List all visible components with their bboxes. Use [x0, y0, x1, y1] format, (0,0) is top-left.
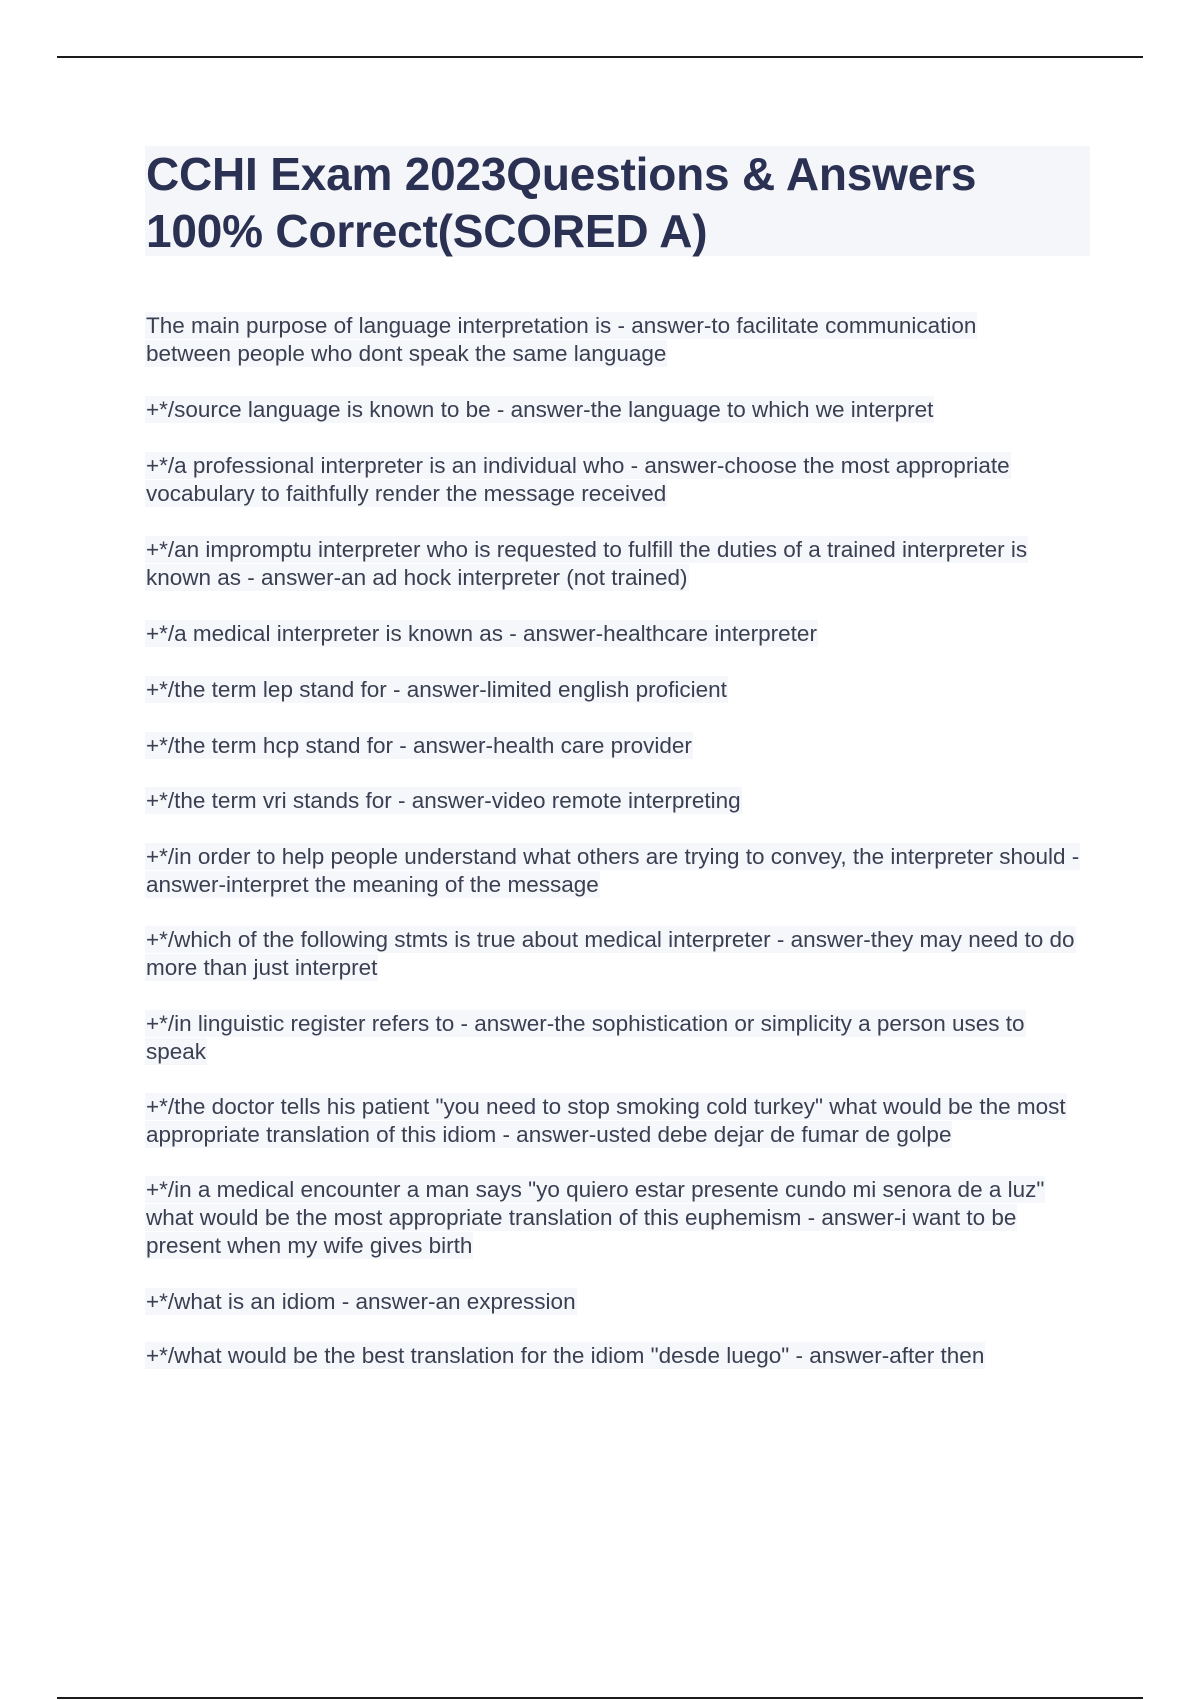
qa-item: [145, 1288, 1090, 1316]
qa-text: +*/the term hcp stand for - answer-health care provider: [146, 733, 692, 758]
qa-item: [145, 787, 1090, 815]
qa-item: [145, 452, 1090, 508]
top-rule: [57, 56, 1143, 58]
qa-item: [145, 396, 1090, 424]
qa-item: [145, 676, 1090, 704]
qa-text: +*/a medical interpreter is known as - answer-healthcare interpreter: [146, 621, 817, 646]
qa-item: [145, 926, 1090, 982]
qa-item: [145, 1176, 1090, 1260]
document-title: CCHI Exam 2023Questions & Answers 100% Correct(SCORED A): [146, 148, 977, 257]
qa-item: [145, 536, 1085, 592]
qa-item: [145, 1093, 1090, 1149]
qa-text: +*/the doctor tells his patient "you need to stop smoking cold turkey" what would be the most appropriate translation of this idiom - answer-usted debe dejar de fumar de golpe: [146, 1094, 1066, 1147]
qa-item: [145, 1342, 1090, 1370]
qa-text: +*/an impromptu interpreter who is requested to fulfill the duties of a trained interpreter is known as - answer-an ad hock interpreter (not trained): [146, 537, 1028, 590]
qa-text: +*/which of the following stmts is true about medical interpreter - answer-they may need to do more than just interpret: [146, 927, 1075, 980]
qa-text: +*/the term vri stands for - answer-video remote interpreting: [146, 788, 741, 813]
qa-item: [145, 312, 1060, 368]
qa-text: The main purpose of language interpretation is - answer-to facilitate communication between people who dont speak the same language: [146, 313, 977, 366]
qa-text: +*/the term lep stand for - answer-limited english proficient: [146, 677, 727, 702]
qa-text: +*/source language is known to be - answer-the language to which we interpret: [146, 397, 934, 422]
qa-text: +*/in a medical encounter a man says "yo quiero estar presente cundo mi senora de a luz" what would be the most appropriate translation of this euphemism - answer-i want to be present when my wife gives birth: [146, 1177, 1045, 1258]
qa-text: +*/in order to help people understand what others are trying to convey, the interpreter should - answer-interpret the meaning of the message: [146, 844, 1080, 897]
qa-item: [145, 843, 1080, 899]
qa-item: [145, 732, 1090, 760]
qa-text: +*/what is an idiom - answer-an expression: [146, 1289, 576, 1314]
qa-item: [145, 1010, 1090, 1066]
qa-text: +*/what would be the best translation for the idiom "desde luego" - answer-after then: [146, 1343, 985, 1368]
qa-item: [145, 620, 1090, 648]
qa-text: +*/in linguistic register refers to - answer-the sophistication or simplicity a person uses to speak: [146, 1011, 1025, 1064]
bottom-rule: [57, 1697, 1143, 1699]
title-block: [145, 146, 1090, 256]
qa-text: +*/a professional interpreter is an individual who - answer-choose the most appropriate vocabulary to faithfully render the message received: [146, 453, 1010, 506]
